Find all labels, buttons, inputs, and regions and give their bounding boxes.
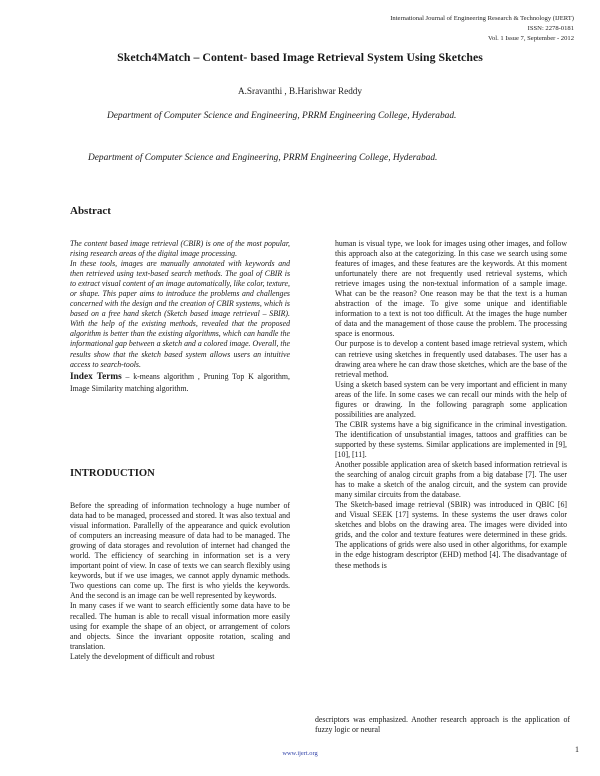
right-paragraph: Our purpose is to develop a content based image retrieval system, which can retrieve using sketches in frequently used databases. The user has a drawing area where he can draw those sketches, which are the base of the retrieval method. bbox=[335, 339, 567, 379]
right-paragraph: Another possible application area of sketch based information retrieval is the searching of analog circuit graphs from a big database [7]. The user has to make a sketch of the analog circuit, and the system can provide many similar circuits from the database. bbox=[335, 460, 567, 500]
issn: ISSN: 2278-0181 bbox=[527, 24, 574, 32]
footer-url[interactable]: www.ijert.org bbox=[282, 750, 318, 757]
abstract-body bbox=[70, 239, 290, 394]
department-2: Department of Computer Science and Engineering, PRRM Engineering College, Hyderabad. bbox=[88, 153, 438, 163]
right-paragraph: The Sketch-based image retrieval (SBIR) was introduced in QBIC [6] and Visual SEEK [17] systems. In these systems the user draws color sketches and blobs on the drawing area. The images were divided into grids, and the color and texture features were determined in these grids. The applications of grids were also used in other algorithms, for example in the edge histogram descriptor (EHD) method [4]. The disadvantage of these methods is bbox=[335, 500, 567, 570]
right-paragraph: The CBIR systems have a big significance in the criminal investigation. The identification of unsubstantial images, tattoos and graffities can be supported by these systems. Similar applications are implemented in [9], [10], [11]. bbox=[335, 419, 567, 459]
journal-header bbox=[390, 14, 574, 43]
intro-paragraph: In many cases if we want to search efficiently some data have to be recalled. The human is able to recall visual information more easily using for example the shape of an object, or arrangement of colors and objects. Since the invariant opposite rotation, scaling and translation. bbox=[70, 601, 290, 651]
introduction-body bbox=[70, 501, 290, 662]
intro-paragraph: Before the spreading of information technology a huge number of data had to be managed, processed and stored. It was also textual and visual information. Parallelly of the appearance and quick evolution of computers an increasing measure of data had to be managed. The growing of data storages and revolution of internet had changed the world. The efficiency of searching in information set is a very important point of view. In case of texts we can search flexibly using keywords, but if we use images, we cannot apply dynamic methods. Two questions can come up. The first is who yields the keywords. And the second is an image can be well represented by keywords. bbox=[70, 501, 290, 601]
right-column-body bbox=[335, 239, 567, 571]
column-continuation: descriptors was emphasized. Another research approach is the application of fuzzy logic or neural bbox=[315, 715, 570, 735]
authors: A.Sravanthi , B.Harishwar Reddy bbox=[237, 86, 362, 96]
abstract-paragraph: In these tools, images are manually annotated with keywords and then retrieved using text-based search methods. The goal of CBIR is to extract visual content of an image automatically, like color, texture, or shape. This paper aims to introduce the problems and challenges concerned with the design and the creation of CBIR systems, which is based on a free hand sketch (Sketch based image retrieval – SBIR). With the help of the existing methods, revealed that the proposed algorithm is better than the existing algorithms, which can handle the informational gap between a sketch and a colored image. Overall, the results show that the sketch based system allows users an intuitive access to search-tools. bbox=[70, 259, 290, 369]
index-terms-text: – k-means algorithm , Pruning Top K algorithm, Image Similarity matching algorithm. bbox=[70, 371, 290, 393]
intro-paragraph: Lately the development of difficult and robust bbox=[70, 651, 215, 661]
introduction-heading: INTRODUCTION bbox=[70, 468, 155, 479]
page-number: 1 bbox=[575, 745, 579, 754]
department-1: Department of Computer Science and Engineering, PRRM Engineering College, Hyderabad. bbox=[107, 111, 457, 121]
abstract-heading: Abstract bbox=[70, 205, 111, 217]
right-paragraph: human is visual type, we look for images using other images, and follow this approach also at the categorizing. In this case we search using some features of images, and these features are the keywords. At this moment unfortunately there are not frequently used retrieval systems, which retrieve images using the non-textual information of a sample image. What can be the reason? One reason may be that the text is a human abstraction of the image. To give some unique and identifiable information to a text is not too difficult. At the images the huge number of data and the management of those cause the problem. The processing space is enormous. bbox=[335, 239, 567, 339]
right-paragraph: Using a sketch based system can be very important and efficient in many areas of the life. In some cases we can recall our minds with the help of figures or drawing. In the following paragraph some application possibilities are analyzed. bbox=[335, 379, 567, 419]
index-terms bbox=[70, 371, 290, 394]
index-terms-label: Index Terms bbox=[70, 371, 122, 382]
paper-title: Sketch4Match – Content- based Image Retrieval System Using Sketches bbox=[117, 50, 483, 64]
journal-name: International Journal of Engineering Research & Technology (IJERT) bbox=[390, 15, 574, 22]
abstract-paragraph: The content based image retrieval (CBIR) is one of the most popular, rising research areas of the digital image processing. bbox=[70, 239, 290, 259]
volume-issue: Vol. 1 Issue 7, September - 2012 bbox=[488, 34, 574, 42]
